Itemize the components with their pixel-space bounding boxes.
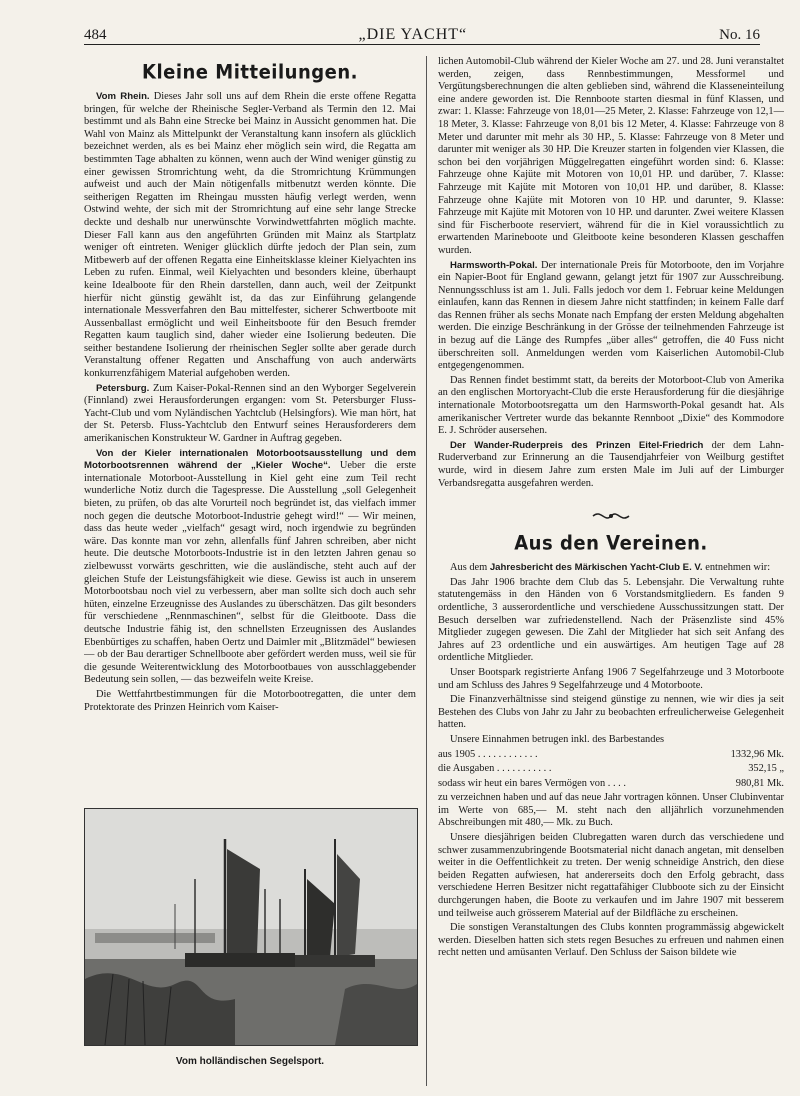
page-number: 484: [84, 27, 107, 43]
paragraph-jahresbericht: [438, 562, 784, 575]
paragraph-klassen: lichen Automobil-Club während der Kieler Woche am 27. und 28. Juni veranstaltet werden, zeigen, dass Rennbestimmungen, Messformel und Vergütungsberechnungen die alten geblieben sind, während die Klasseneinteilung eine andere geworden ist. Die Rennboote starten diesmal in fünf Klassen, und zwar: 1. Klasse: Fahrzeuge von 18,01—25 Meter, 2. Klasse: Fahrzeuge von 12,1—18 Meter, 3. Klasse: Fahrzeuge von 8,01 bis 12 Meter, 4. Klasse: Fahrzeuge von 8 Meter und darunter mit mehr als 30 HP., 5. Klasse: Fahrzeuge von 8 Meter und darunter mit weniger als 30 HP. Die Kreuzer starten in folgenden vier Klassen, die schon bei den vorjährigen Müggelregatten eingeführt worden sind: 6. Klasse: Fahrzeuge ohne Kajüte mit Motoren von 10,01 HP. und darüber, 7. Klasse: Fahrzeuge mit Kajüte mit Motoren von 10,01 HP. und darüber, 8. Klasse: Fahrzeuge ohne Kajüte mit Motoren von 10 HP. und darunter, 9. Klasse: Fahrzeuge mit Kajüte mit Motoren von 10 HP. und darunter. Zwei weitere Klassen sind für Fischerboote reserviert, während für die in Kiel voraussichtlich zu erwartenden Marineboote und Gleitboote keine besonderen Klassen geschaffen wurden.: [438, 56, 784, 256]
text-jahresbericht-pre: Aus dem: [450, 562, 488, 574]
paragraph-kieler-ausstellung: [84, 448, 416, 687]
page-header: [84, 20, 760, 45]
lead-wander-ruderpreis: Der Wander-Ruderpreis des Prinzen Eitel-Friedrich: [450, 439, 704, 451]
money-value: 980,81 Mk.: [735, 777, 784, 789]
section-title-kleine-mitteilungen: Kleine Mitteilungen.: [142, 60, 358, 85]
photo-caption: Vom holländischen Segelsport.: [175, 1056, 325, 1067]
paragraph-bootspark: Unser Bootspark registrierte Anfang 1906 7 Segelfahrzeuge und 3 Motorboote und am Schluss des Jahres 9 Segelfahrzeuge und 4 Motorboote.: [438, 666, 784, 691]
money-value: 1332,96 Mk.: [730, 748, 784, 760]
paragraph-wettfahrtbestimmungen: Die Wettfahrtbestimmungen für die Motorbootregatten, die unter dem Protektorate des Prinzen Heinrich vom Kaiser-: [84, 688, 416, 713]
money-row-ausgaben: [438, 763, 784, 776]
money-row-1905: [438, 749, 784, 762]
text-harmsworth: Der internationale Preis für Motorboote, den im Vorjahre ein Napier-Boot für England gewann, gelangt jetzt für 1907 zur Ausschreibung. Nennungsschluss ist am 1. Juli. Falls jedoch vor dem 1. Februar keine Meldungen einlaufen, kann das Rennen in diesem Jahre nicht stattfinden; in keinem Falle darf das Rennen früher als sechs Monate nach Empfang der ersten Meldung abgehalten werden. Die einzige Beschränkung in der Grösse der teilnehmenden Fahrzeuge ist in bezug auf die Länge des Rumpfes „über alles“ getroffen, die 40 Fuss nicht überschreiten soll. Anmeldungen werden vom Kaiserlichen Automobil-Club entgegengenommen.: [438, 259, 784, 372]
sailing-boats-illustration: [85, 809, 417, 1045]
money-row-vermoegen: [438, 778, 784, 791]
money-label: die Ausgaben . . . . . . . . . . .: [438, 763, 552, 775]
paragraph-einnahmen: Unsere Einnahmen betrugen inkl. des Barbestandes: [450, 733, 665, 745]
section-title-aus-den-vereinen: Aus den Vereinen.: [514, 532, 708, 556]
paragraph-finanzen: Die Finanzverhältnisse sind steigend günstige zu nennen, wie wir dies ja seit Bestehen des Clubs von Jahr zu Jahr zu beobachten erfreulicherweise Gelegenheit hatten.: [438, 694, 784, 731]
money-label: aus 1905 . . . . . . . . . . . .: [438, 748, 538, 760]
paragraph-inventar: zu verzeichnen haben und auf das neue Jahr vortragen können. Unser Clubinventar im Werte von 685,— M. steht nach den alljährlich vorzunehmenden Abschreibungen mit 480,— Mk. zu Buch.: [438, 792, 784, 829]
paragraph-petersburg: [84, 383, 416, 446]
text-vom-rhein: Dieses Jahr soll uns auf dem Rhein die erste offene Regatta bringen, für welche der Rheinische Segler-Verband als Termin den 12. Mai bestimmt und als Bahn eine Strecke bei Mainz in Aussicht genommen hat. Die Wahl von Mainz als Mittelpunkt der Veranstaltung kann insofern als glücklich bezeichnet werden, als es bei Mainz eher möglich sein wird, die Regatta am bestimmten Tage abhalten zu können, wenn auch der Wind weniger günstig zu einer gewissen Stromrichtung weht, da die Stromrichtung Krümmungen aufweist und auch der Main nötigenfalls mitbenutzt werden könnte. Die seitherigen Regatten im Rheingau mussten häufig verlegt werden, wenn Ostwind wehte, der sich mit der Stromrichtung auf eine sehr lange Strecke deckte und deshalb nur unerwünschte Vorwindwettfahrten möglich machte. Dieser Fall kann aus den angeführten Gründen mit Mainz als Startplatz weniger oft eintreten. Weniger glücklich dürfte jedoch der Plan sein, zum Mitbewerb auf der offenen Regatta eine Einheitsklasse kleiner Kielyachten ins Leben zu rufen. Einmal, weil Kielyachten und besonders kleine, überhaupt keine Idealboote für den Rhein darstellen, dann auch, weil der Zeitpunkt hierfür nicht günstig gewählt ist, da das zur Einführung gelangende internationale Messverfahren den Bau mittelfester, sicherer Schwertboote mit Aussenballast ermöglicht und weil Einheitsboote für den Besuch fremder Regatten kaum tauglich sind, daher wieder eine Isolierung bedeuten. Die seither bestandene Isolierung der rheinischen Segler sollte aber gerade durch Veranstaltung offener Regatten und Anschaffung von auch anderwärts konkurrenzfähigem Material aufgehoben werden.: [84, 91, 416, 380]
text-petersburg: Zum Kaiser-Pokal-Rennen sind an den Wyborger Segelverein (Finnland) zwei Herausforderungen ergangen: vom St. Petersburger Fluss-Yacht-Club und vom Nyländischen Yachtclub (Helsingfors). Wie man hört, hat der St. Petersb. Fluss-Yachtclub den Entwurf seines Herausforderers dem amerikanischen Konstrukteur W. Gardner in Auftrag gegeben.: [84, 382, 416, 445]
lead-harmsworth: Harmsworth-Pokal.: [450, 259, 538, 271]
money-label: sodass wir heut ein bares Vermögen von . . . .: [438, 777, 626, 789]
photo-dutch-sailing: [84, 808, 418, 1046]
journal-title: „DIE YACHT“: [358, 26, 468, 43]
money-value: 352,15 „: [748, 763, 784, 775]
paragraph-harmsworth: [438, 260, 784, 373]
column-divider: [426, 56, 427, 1086]
lead-petersburg: Petersburg.: [96, 382, 150, 394]
text-wander-ruderpreis: der dem Lahn-Ruderverband zur Erinnerung an die Tausendjahrfeier von Weilburg gestiftet wurde, wird in diesem Jahre zum ersten Male im Juli auf der Limburger Verbandsregatta ausgefahren werden.: [438, 439, 784, 489]
paragraph-rennen: Das Rennen findet bestimmt statt, da bereits der Motorboot-Club von Amerika an den englischen Mortoryacht-Club die erste Herausforderung für die diesjährige internationale Motorbootsregatta um den Harmsworth-Pokal gesandt hat. Als amerikanischer Vertreter wurde das bekannte Rennboot „Dixie“ des Kommodore E. J. Schröder ausersehen.: [438, 374, 784, 437]
paragraph-clubregatten: Unsere diesjährigen beiden Clubregatten waren durch das verschiedene und schwer zusammenzubringende Bootsmaterial nicht danach angetan, mit denselben weiter in die Oeffentlichkeit zu treten. Der wenig schneidige Anstrich, den diese beiden Regatten aufwiesen, hat andererseits doch den Erfolg gebracht, dass verschiedene Herren Besitzer nicht regattafähiger Clubboote sich zu der Einsicht durchgerungen haben, die Boote zu verkaufen und im Jahre 1907 mit besserem und teilweise auch grösserem Material auf der Bildfläche zu erscheinen.: [438, 832, 784, 919]
right-column: [438, 56, 784, 1092]
text-kieler-ausstellung: Ueber die erste internationale Motorboot-Ausstellung in Kiel geht eine zum Teil recht wunderliche Notiz durch die Tagespresse. Die Ausstellung „soll Gelegenheit bieten, zu prüfen, ob das alte Vorurteil noch begründet ist, das vielfach immer noch gegen die deutsche Motorboot-Industrie gehegt wird!“ — Wir meinen, dass das heute weder „vielfach“ gesagt wird, noch irgendwie zu begründen wäre. Das konnte man vor zehn, allenfalls fünf Jahren schreiben, aber nicht heute. Die deutsche Motorboots-Industrie ist in den letzten Jahren genau so zielbewusst vorwärts geschritten, wie die ausländische, steht auch auf der gleichen Stufe der Leistungsfähigkeit wie diese. Gewiss ist auch in unserem Motorbootsbau noch viel zu verbessern, aber man sollte sich doch auch sehr hüten, einzelne Erzeugnisse des Auslandes zu überschätzen. Das gilt besonders für verschiedene „Rennmaschinen“, selbst für die Gleitboote. Dass die deutsche Industrie fähig ist, den schnellsten Erzeugnissen des Auslandes Ebenbürtiges zu schaffen, haben Oertz und Daimler mit „Blitzmädel“ bewiesen — ob der Bau derartiger Schnellboote aber gefördert werden muss, weil sie für die gesunde Weiterentwicklung des Motorbootbaues von ausschlaggebender Bedeutung sein sollen, — das bezweifeln weite Kreise.: [84, 460, 416, 686]
paragraph-jahr-1906: Das Jahr 1906 brachte dem Club das 5. Lebensjahr. Die Verwaltung ruhte statutengemäss in den Händen von 6 Vorstandsmitgliedern. Es fanden 9 ordentliche, 3 ausserordentliche und verschiedene Ausschussitzungen statt. Der Besuch derselben war zufriedenstellend. Nach der Präsenzliste sind 45% Mitglieder zugegen gewesen. Die Zahl der Mitglieder hat sich seit Anfang des Jahres auf 23 ordentliche und ein auswärtiges. Am heutigen Tage auf 28 ordentliche Mitglieder.: [438, 576, 784, 664]
lead-vom-rhein: Vom Rhein.: [96, 91, 150, 102]
lead-kieler-ausstellung: Von der Kieler internationalen Motorbootsausstellung und dem Motorbootsrennen während der „Kieler Woche“.: [84, 447, 416, 472]
lead-jahresbericht: Jahresbericht des Märkischen Yacht-Club E. V.: [489, 562, 703, 574]
paragraph-vom-rhein: [84, 91, 416, 381]
issue-number: No. 16: [719, 27, 760, 43]
ornament-icon: [438, 508, 784, 527]
text-jahresbericht: entnehmen wir:: [705, 562, 771, 574]
paragraph-wander-ruderpreis: [438, 440, 784, 490]
paragraph-veranstaltungen: Die sonstigen Veranstaltungen des Clubs konnten programmässig abgewickelt werden. Dieselben hatten sich stets regen Besuches zu erfreuen und nahmen einen recht netten und amüsanten Verlauf. Den Schluss der Saison bildete wie: [438, 922, 784, 959]
